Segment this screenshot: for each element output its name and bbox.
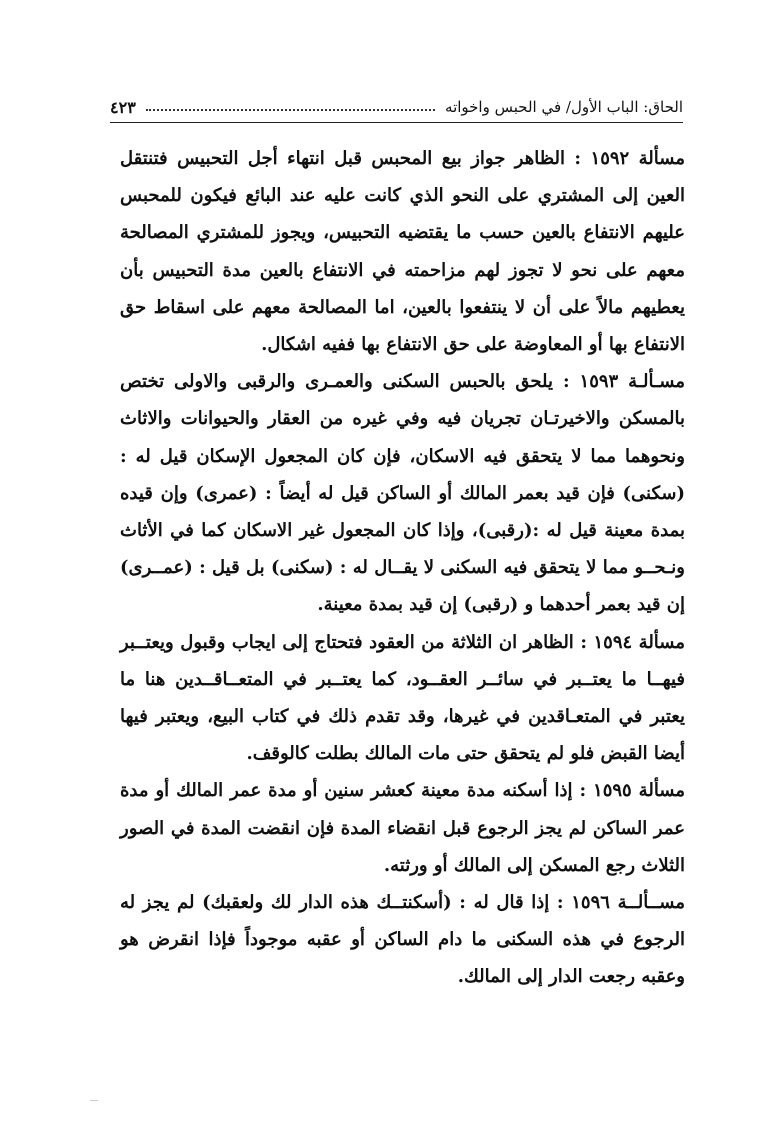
issue-text: يلحق بالحبس السكنى والعمـرى والرقبى والاولى تختص بالمسكن والاخيرتـان تجريان فيه وفي غيره من العقار والحيوانات والاثاث ونحوهما مما لا يتحقق فيه الاسكان، فإن كان المجعول الإسكان قيل له :(سكنى) فإن قيد بعمر المالك أو الساكن قيل له أيضاً : (عمرى) وإن قيده بمدة معينة قيل له :(رقبى)، وإذا كان المجعول غير الاسكان كما في الأثاث ونـحــو مما لا يتحقق فيه السكنى لا يقــال له : (سكنى) بل قيل : (عمــرى) إن قيد بعمر أحدهما و (رقبى) إن قيد بمدة معينة. — [120, 371, 685, 616]
issue-1593 — [120, 363, 685, 623]
issue-label: مسألة ١٥٩٥ : — [579, 780, 685, 802]
issue-label: مسـألـة ١٥٩٣ : — [562, 371, 685, 393]
body-text — [120, 140, 685, 996]
issue-text: الظاهر جواز بيع المحبس قبل انتهاء أجل التحبيس فتنتقل العين إلى المشتري على النحو الذي كانت عليه عند البائع فيكون للمحبس عليهم الانتفاع بالعين حسب ما يقتضيه التحبيس، ويجوز للمشتري المصالحة معهم على نحو لا تجوز لهم مزاحمته في الانتفاع بالعين مدة التحبيس بأن يعطيهم مالاً على أن لا ينتفعوا بالعين، اما المصالحة معهم على اسقاط حق الانتفاع بها أو المعاوضة على حق الانتفاع بها ففيه اشكال. — [120, 148, 685, 356]
issue-label: مسألة ١٥٩٤ : — [580, 631, 685, 653]
issue-label: مســألــة ١٥٩٦ : — [556, 892, 685, 914]
issue-1596 — [120, 884, 685, 996]
issue-label: مسألة ١٥٩٢ : — [574, 148, 685, 169]
issue-text: إذا أسكنه مدة معينة كعشر سنين أو مدة عمر المالك أو مدة عمر الساكن لم يجز الرجوع قبل انقضاء المدة فإن انقضت المدة في الصور الثلاث رجع المسكن إلى المالك أو ورثته. — [120, 780, 685, 876]
header-leader-dots — [146, 109, 435, 111]
issue-1594 — [120, 624, 685, 773]
page-header — [110, 92, 683, 123]
issue-1595 — [120, 772, 685, 884]
page-number: ٤٢٣ — [110, 97, 136, 117]
issue-1592 — [120, 140, 685, 363]
issue-text: إذا قال له : (أسكنتــك هذه الدار لك ولعقبك) لم يجز له الرجوع في هذه السكنى ما دام الساكن أو عقبه موجوداً فإذا انقرض هو وعقبه رجعت الدار إلى المالك. — [120, 892, 685, 988]
page-edge-mark — [90, 1100, 98, 1101]
issue-text: الظاهر ان الثلاثة من العقود فتحتاج إلى ايجاب وقبول ويعتــبر فيهــا ما يعتــبر في سائــر العقــود، كما يعتــبر في المتعــاقــدين هنا ما يعتبر في المتعـاقدين في غيرها، وقد تقدم ذلك في كتاب البيع، ويعتبر فيها أيضا القبض فلو لم يتحقق حتى مات المالك بطلت كالوقف. — [120, 631, 685, 765]
running-title: الحاق: الباب الأول/ في الحبس واخواته — [445, 98, 683, 116]
